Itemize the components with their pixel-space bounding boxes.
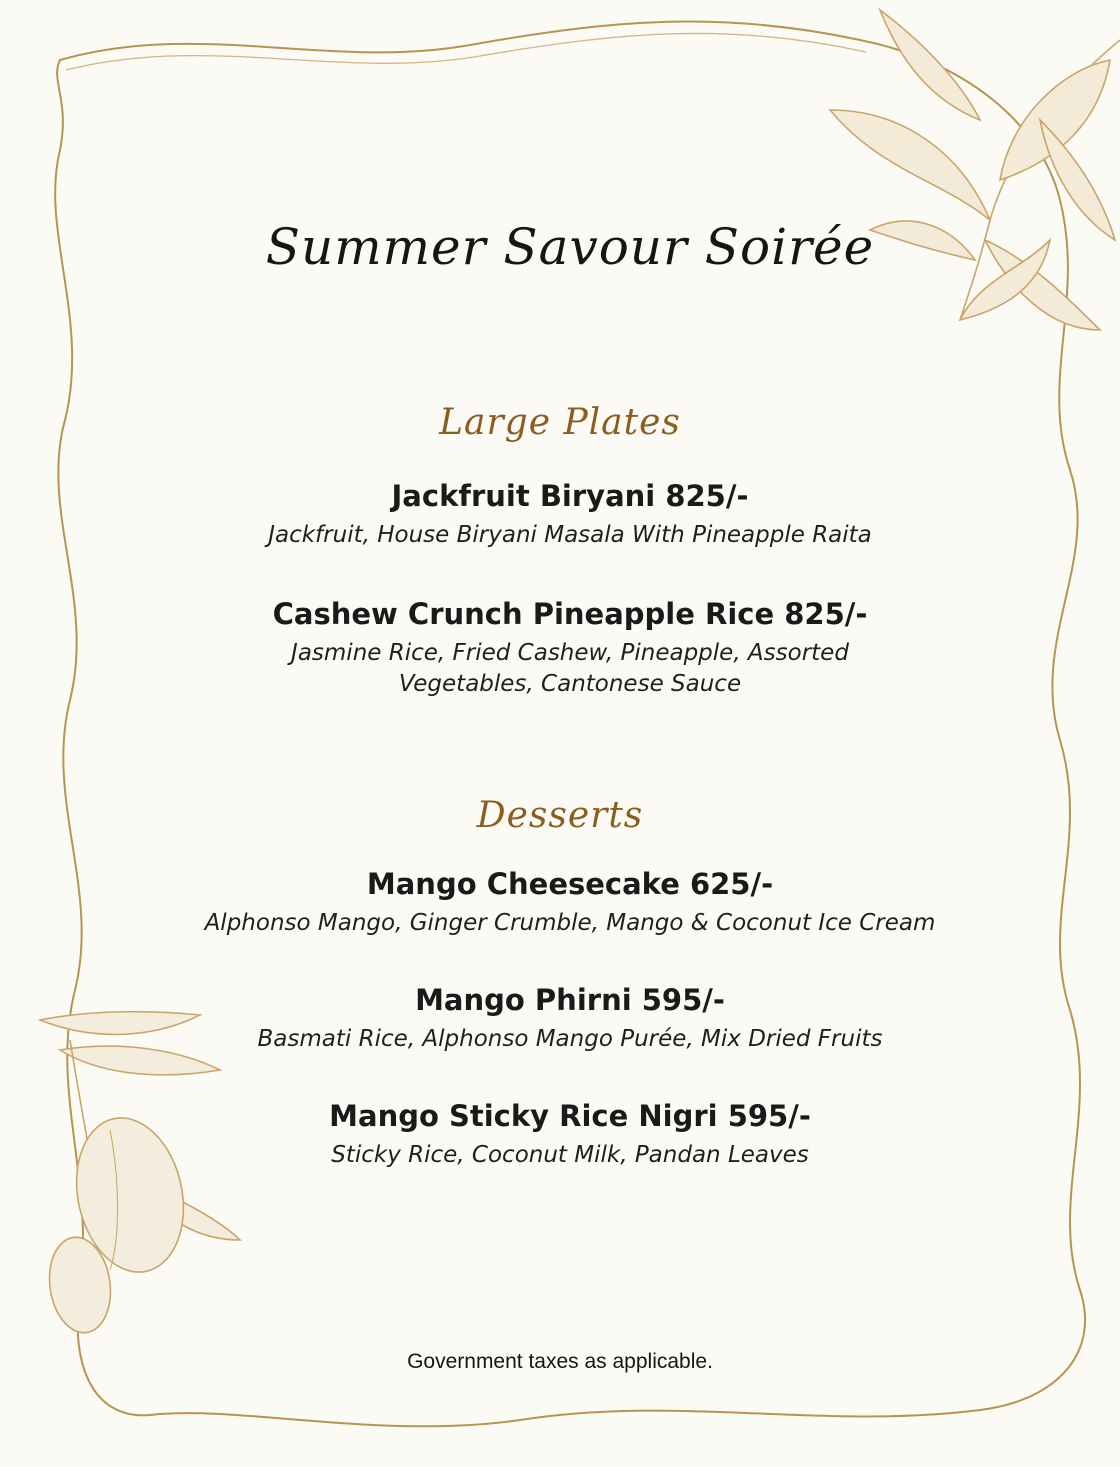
menu-item-description: Jackfruit, House Biryani Masala With Pineapple Raita <box>268 522 872 548</box>
menu-item-description: Sticky Rice, Coconut Milk, Pandan Leaves <box>331 1142 809 1168</box>
page-title: Summer Savour Soirée <box>265 218 875 276</box>
section-heading-desserts: Desserts <box>476 795 644 836</box>
menu-item-name: Mango Cheesecake 625/- <box>366 867 774 901</box>
section-heading-large-plates: Large Plates <box>439 402 681 443</box>
menu-item-description: Basmati Rice, Alphonso Mango Purée, Mix Dried Fruits <box>257 1026 883 1052</box>
menu-item-name: Mango Phirni 595/- <box>415 983 725 1017</box>
menu-item <box>140 594 1000 700</box>
menu-item-name: Jackfruit Biryani 825/- <box>391 479 749 513</box>
menu-item <box>140 864 1000 939</box>
tax-note: Government taxes as applicable. <box>407 1350 713 1373</box>
menu-item <box>140 1096 1000 1171</box>
menu-item <box>140 980 1000 1055</box>
menu-item-name: Mango Sticky Rice Nigri 595/- <box>329 1099 811 1133</box>
menu-item-description: Alphonso Mango, Ginger Crumble, Mango & Coconut Ice Cream <box>204 910 936 936</box>
menu-item-name: Cashew Crunch Pineapple Rice 825/- <box>272 597 868 631</box>
menu-item <box>140 476 1000 551</box>
menu-item-description: Jasmine Rice, Fried Cashew, Pineapple, Assorted Vegetables, Cantonese Sauce <box>291 640 849 697</box>
